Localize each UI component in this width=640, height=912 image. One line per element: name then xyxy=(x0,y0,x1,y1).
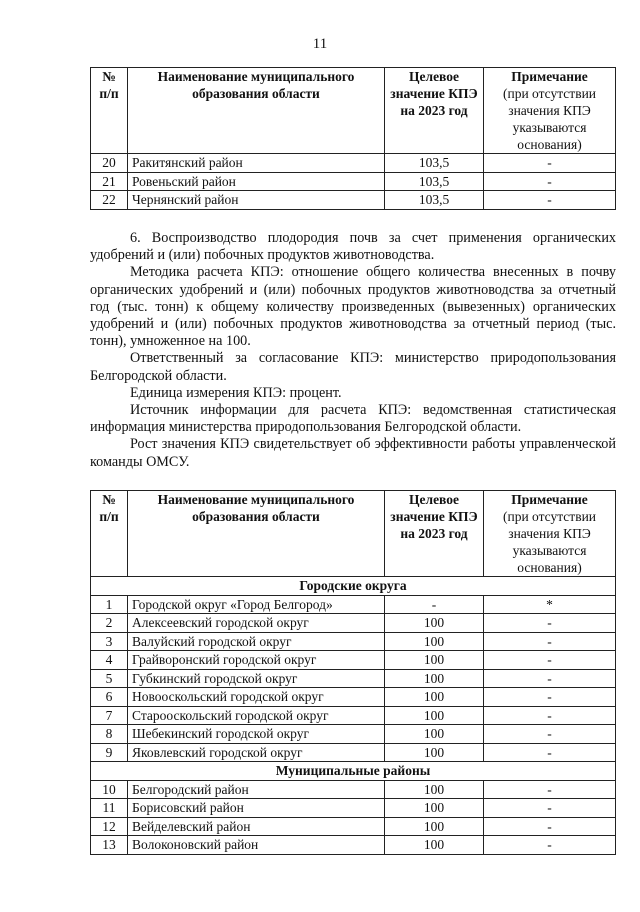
row-name: Грайворонский городской округ xyxy=(128,651,385,670)
row-note: - xyxy=(484,799,616,818)
row-name: Валуйский городской округ xyxy=(128,632,385,651)
row-name: Шебекинский городской округ xyxy=(128,725,385,744)
row-value: 100 xyxy=(385,688,484,707)
row-value: 100 xyxy=(385,725,484,744)
section-unit: Единица измерения КПЭ: процент. xyxy=(130,384,342,401)
row-num: 20 xyxy=(91,154,128,173)
table-row xyxy=(91,688,616,707)
row-note: - xyxy=(484,614,616,633)
row-name: Белгородский район xyxy=(128,780,385,799)
row-num: 11 xyxy=(91,799,128,818)
row-note: - xyxy=(484,688,616,707)
group-row xyxy=(91,577,616,596)
row-num: 10 xyxy=(91,780,128,799)
row-note: - xyxy=(484,669,616,688)
row-note: - xyxy=(484,780,616,799)
row-note: - xyxy=(484,172,616,191)
row-note: - xyxy=(484,706,616,725)
row-note: - xyxy=(484,191,616,210)
table-row xyxy=(91,595,616,614)
table-header-row xyxy=(91,491,616,577)
row-name: Алексеевский городской округ xyxy=(128,614,385,633)
row-value: 103,5 xyxy=(385,154,484,173)
row-num: 7 xyxy=(91,706,128,725)
row-name: Новооскольский городской округ xyxy=(128,688,385,707)
row-note: * xyxy=(484,595,616,614)
header-note-title: Примечание xyxy=(511,492,588,507)
table-row xyxy=(91,817,616,836)
table-row xyxy=(91,836,616,855)
table-row xyxy=(91,154,616,173)
row-value: - xyxy=(385,595,484,614)
header-num: № п/п xyxy=(91,68,128,154)
kpi-table xyxy=(90,490,616,855)
table-row xyxy=(91,706,616,725)
header-note-subtitle: (при отсутствии значения КПЭ указываются основания) xyxy=(502,509,597,575)
header-value: Целевое значение КПЭ на 2023 год xyxy=(385,68,484,154)
row-name: Чернянский район xyxy=(128,191,385,210)
row-value: 100 xyxy=(385,780,484,799)
section-source: Источник информации для расчета КПЭ: ведомственная статистическая информация министерства природопользования Белгородской области. xyxy=(90,402,616,436)
row-value: 100 xyxy=(385,836,484,855)
table-row xyxy=(91,799,616,818)
section-method: Методика расчета КПЭ: отношение общего количества внесенных в почву органических удобрений и (или) побочных продуктов животноводства за отчетный год (тыс. тонн) к общему количеству произведенных (вывезенных) органических удобрений и (или) побочных продуктов животноводства за отчетный период (тыс. тонн), умноженное на 100. xyxy=(90,264,616,350)
table-row xyxy=(91,669,616,688)
row-num: 1 xyxy=(91,595,128,614)
group-title-municipal-districts: Муниципальные районы xyxy=(91,762,616,781)
row-value: 100 xyxy=(385,614,484,633)
table-row xyxy=(91,743,616,762)
header-note-subtitle: (при отсутствии значения КПЭ указываются основания) xyxy=(502,86,597,152)
row-value: 103,5 xyxy=(385,191,484,210)
row-value: 100 xyxy=(385,817,484,836)
table-row xyxy=(91,614,616,633)
row-value: 100 xyxy=(385,632,484,651)
row-name: Городской округ «Город Белгород» xyxy=(128,595,385,614)
group-title-city-districts: Городские округа xyxy=(91,577,616,596)
header-num: № п/п xyxy=(91,491,128,577)
table-row xyxy=(91,651,616,670)
row-name: Борисовский район xyxy=(128,799,385,818)
row-name: Ракитянский район xyxy=(128,154,385,173)
page-number: 11 xyxy=(312,36,328,52)
row-value: 100 xyxy=(385,651,484,670)
table-row xyxy=(91,632,616,651)
row-num: 13 xyxy=(91,836,128,855)
row-value: 100 xyxy=(385,706,484,725)
table-row xyxy=(91,191,616,210)
row-note: - xyxy=(484,154,616,173)
row-name: Волоконовский район xyxy=(128,836,385,855)
row-note: - xyxy=(484,817,616,836)
row-name: Яковлевский городской округ xyxy=(128,743,385,762)
row-value: 103,5 xyxy=(385,172,484,191)
section-text xyxy=(90,230,616,471)
row-name: Вейделевский район xyxy=(128,817,385,836)
row-name: Губкинский городской округ xyxy=(128,669,385,688)
row-name: Старооскольский городской округ xyxy=(128,706,385,725)
row-num: 5 xyxy=(91,669,128,688)
row-num: 2 xyxy=(91,614,128,633)
header-note xyxy=(484,491,616,577)
section-growth: Рост значения КПЭ свидетельствует об эффективности работы управленческой команды ОМСУ. xyxy=(90,436,616,470)
header-name: Наименование муниципального образования области xyxy=(128,68,385,154)
header-name: Наименование муниципального образования области xyxy=(128,491,385,577)
row-num: 4 xyxy=(91,651,128,670)
row-name: Ровеньский район xyxy=(128,172,385,191)
row-num: 9 xyxy=(91,743,128,762)
row-num: 8 xyxy=(91,725,128,744)
section-responsible: Ответственный за согласование КПЭ: министерство природопользования Белгородской области. xyxy=(90,350,616,384)
row-note: - xyxy=(484,836,616,855)
row-note: - xyxy=(484,632,616,651)
table-row xyxy=(91,725,616,744)
table-header-row xyxy=(91,68,616,154)
group-row xyxy=(91,762,616,781)
row-value: 100 xyxy=(385,799,484,818)
header-note-title: Примечание xyxy=(511,69,588,84)
row-value: 100 xyxy=(385,743,484,762)
table-row xyxy=(91,780,616,799)
header-note xyxy=(484,68,616,154)
row-note: - xyxy=(484,725,616,744)
row-num: 3 xyxy=(91,632,128,651)
row-value: 100 xyxy=(385,669,484,688)
row-num: 6 xyxy=(91,688,128,707)
row-note: - xyxy=(484,743,616,762)
table-row xyxy=(91,172,616,191)
section-heading: 6. Воспроизводство плодородия почв за счет применения органических удобрений и (или) побочных продуктов животноводства. xyxy=(90,230,616,264)
row-num: 22 xyxy=(91,191,128,210)
row-note: - xyxy=(484,651,616,670)
kpi-table-continuation xyxy=(90,67,616,210)
row-num: 12 xyxy=(91,817,128,836)
row-num: 21 xyxy=(91,172,128,191)
header-value: Целевое значение КПЭ на 2023 год xyxy=(385,491,484,577)
